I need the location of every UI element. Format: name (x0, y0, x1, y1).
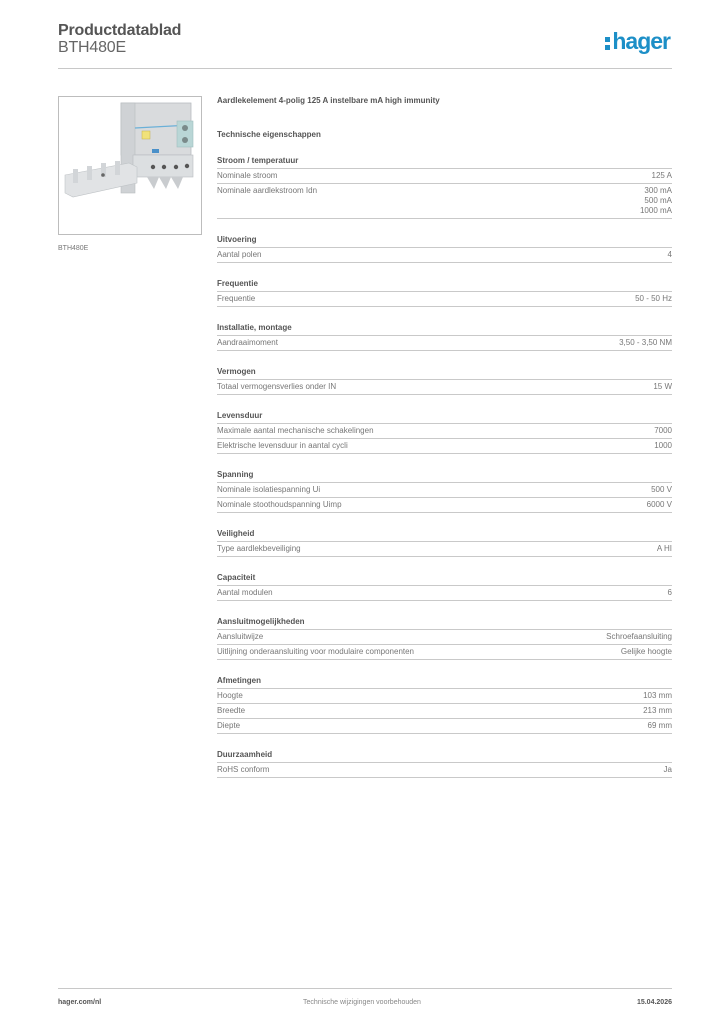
technical-properties-heading: Technische eigenschappen (217, 130, 321, 139)
spec-value-line: 1000 (654, 441, 672, 450)
product-description: Aardlekelement 4-polig 125 A instelbare mA high immunity (217, 96, 440, 105)
spec-value (668, 250, 672, 260)
spec-section (217, 529, 672, 557)
spec-value-line: 1000 mA (639, 206, 672, 215)
spec-value (648, 721, 672, 731)
product-code: BTH480E (58, 39, 126, 56)
spec-row (217, 483, 672, 498)
spec-row (217, 424, 672, 439)
product-photo-icon (59, 97, 201, 234)
spec-value (606, 632, 672, 642)
spec-sections (217, 156, 672, 778)
spec-value-line: 7000 (654, 426, 672, 435)
spec-label: Breedte (217, 706, 246, 715)
spec-label: Nominale stroom (217, 171, 278, 180)
spec-label: Hoogte (217, 691, 243, 700)
spec-value-line: 500 mA (644, 196, 672, 205)
spec-label: Nominale isolatiespanning Ui (217, 485, 321, 494)
spec-value-line: 500 V (651, 485, 672, 494)
product-image-caption: BTH480E (58, 245, 89, 252)
product-image (58, 96, 202, 235)
spec-value-line: 6 (667, 588, 672, 597)
spec-label: Elektrische levensduur in aantal cycli (217, 441, 348, 450)
spec-value-line: 50 - 50 Hz (635, 294, 672, 303)
spec-row (217, 169, 672, 184)
spec-value (647, 500, 672, 510)
section-title: Capaciteit (217, 573, 672, 586)
spec-value (654, 426, 672, 436)
spec-value-line: 300 mA (644, 186, 672, 195)
spec-label: Maximale aantal mechanische schakelingen (217, 426, 374, 435)
hager-logo (605, 28, 670, 55)
spec-value (643, 691, 672, 701)
document-title: Productdatablad (58, 22, 182, 39)
spec-value-line: 69 mm (647, 721, 672, 730)
spec-label: Totaal vermogensverlies onder IN (217, 382, 337, 391)
spec-section (217, 470, 672, 513)
spec-value-line: Schroefaansluiting (606, 632, 672, 641)
section-title: Stroom / temperatuur (217, 156, 672, 169)
section-title: Installatie, montage (217, 323, 672, 336)
spec-row (217, 645, 672, 660)
spec-value (668, 588, 672, 598)
spec-value-line: A HI (656, 544, 672, 553)
spec-value (640, 186, 672, 216)
spec-row (217, 630, 672, 645)
spec-value-line: 6000 V (646, 500, 672, 509)
spec-label: Uitlijning onderaansluiting voor modulaire componenten (217, 647, 415, 656)
spec-label: Diepte (217, 721, 241, 730)
spec-row (217, 542, 672, 557)
footer-website-link[interactable]: hager.com/nl (58, 999, 102, 1006)
spec-row (217, 292, 672, 307)
spec-section (217, 411, 672, 454)
spec-row (217, 704, 672, 719)
section-title: Afmetingen (217, 676, 672, 689)
spec-value-line: 103 mm (643, 691, 672, 700)
spec-value (643, 706, 672, 716)
section-title: Spanning (217, 470, 672, 483)
section-title: Vermogen (217, 367, 672, 380)
spec-row (217, 586, 672, 601)
spec-row (217, 763, 672, 778)
page-header (58, 22, 672, 68)
spec-value-line: 125 A (651, 171, 672, 180)
spec-row (217, 248, 672, 263)
spec-row (217, 498, 672, 513)
spec-value-line: 213 mm (643, 706, 672, 715)
spec-section (217, 156, 672, 219)
spec-section (217, 676, 672, 734)
footer-divider (58, 988, 672, 989)
spec-value (654, 441, 672, 451)
spec-row (217, 380, 672, 395)
spec-value (652, 171, 672, 181)
spec-section (217, 617, 672, 660)
spec-label: Aantal polen (217, 250, 262, 259)
spec-label: Aantal modulen (217, 588, 273, 597)
spec-section (217, 323, 672, 351)
spec-value (651, 485, 672, 495)
spec-value (635, 294, 672, 304)
spec-row (217, 689, 672, 704)
section-title: Veiligheid (217, 529, 672, 542)
spec-row (217, 719, 672, 734)
spec-content (217, 96, 672, 778)
section-title: Levensduur (217, 411, 672, 424)
spec-label: Aansluitwijze (217, 632, 264, 641)
spec-section (217, 279, 672, 307)
header-divider (58, 68, 672, 69)
spec-value (657, 544, 672, 554)
spec-row (217, 336, 672, 351)
spec-value-line: 4 (667, 250, 672, 259)
spec-value-line: Ja (663, 765, 672, 774)
section-title: Duurzaamheid (217, 750, 672, 763)
logo-colon-icon (605, 36, 610, 50)
spec-value-line: 3,50 - 3,50 NM (619, 338, 672, 347)
spec-value (664, 765, 672, 775)
spec-label: RoHS conform (217, 765, 270, 774)
spec-label: Nominale stoothoudspanning Uimp (217, 500, 342, 509)
spec-label: Nominale aardlekstroom Idn (217, 186, 318, 195)
logo-text: hager (612, 28, 670, 54)
spec-row (217, 439, 672, 454)
spec-value (653, 382, 672, 392)
spec-value-line: 15 W (653, 382, 672, 391)
spec-label: Type aardlekbeveiliging (217, 544, 301, 553)
spec-label: Frequentie (217, 294, 256, 303)
spec-label: Aandraaimoment (217, 338, 278, 347)
spec-value (619, 338, 672, 348)
section-title: Aansluitmogelijkheden (217, 617, 672, 630)
spec-row (217, 184, 672, 219)
spec-section (217, 750, 672, 778)
spec-section (217, 367, 672, 395)
spec-section (217, 235, 672, 263)
section-title: Frequentie (217, 279, 672, 292)
footer-date: 15.04.2026 (636, 999, 672, 1006)
section-title: Uitvoering (217, 235, 672, 248)
spec-value-line: Gelijke hoogte (620, 647, 672, 656)
footer-disclaimer: Technische wijzigingen voorbehouden (303, 999, 421, 1006)
spec-section (217, 573, 672, 601)
spec-value (621, 647, 672, 657)
